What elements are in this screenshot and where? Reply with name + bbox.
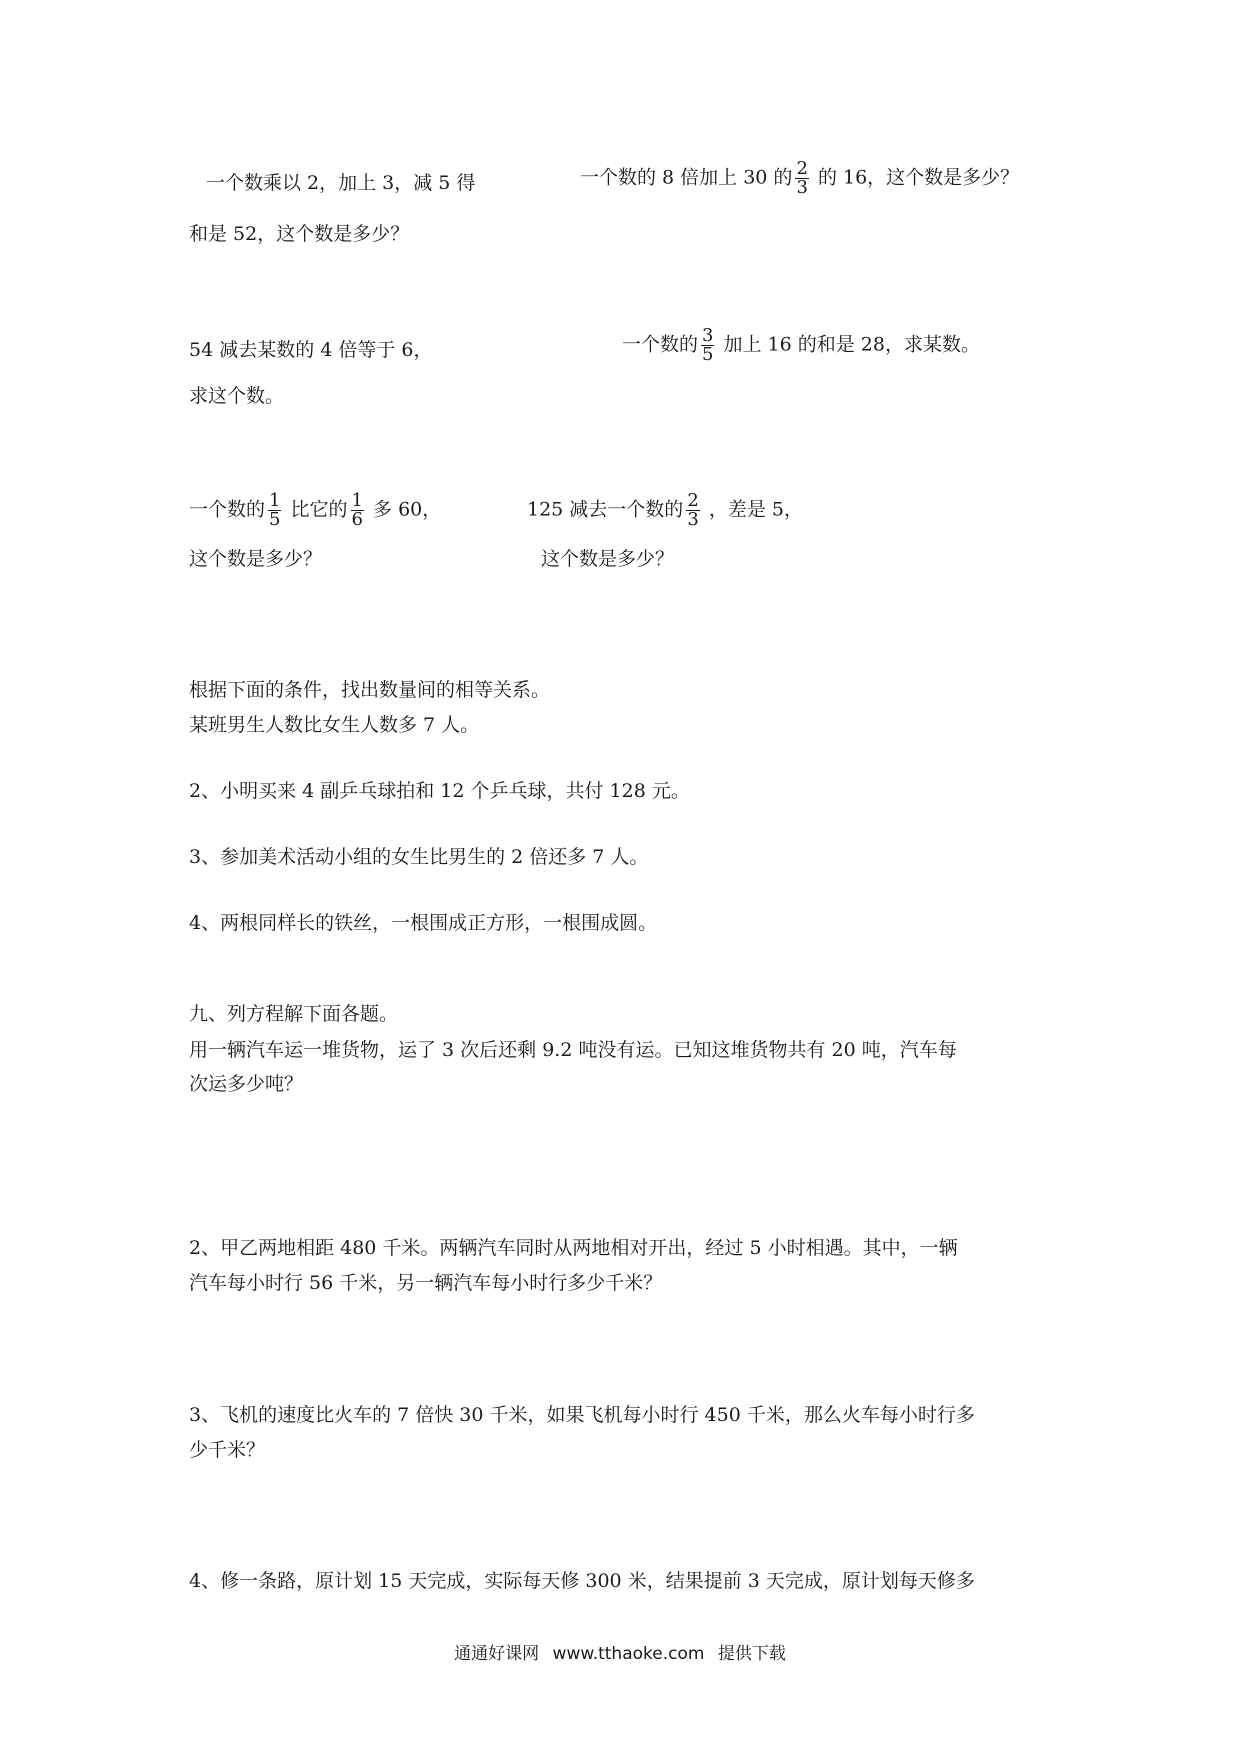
relations-item-3: 3、参加美术活动小组的女生比男生的 2 倍还多 7 人。 bbox=[189, 846, 649, 868]
equation-question-4-line-1: 4、修一条路，原计划 15 天完成，实际每天修 300 米，结果提前 3 天完成，原计划每天修多 bbox=[189, 1570, 975, 1592]
equation-question-3-line-2: 少千米？ bbox=[189, 1439, 266, 1461]
equation-question-2-line-1: 2、甲乙两地相距 480 千米。两辆汽车同时从两地相对开出，经过 5 小时相遇。其中，一辆 bbox=[189, 1237, 958, 1259]
page-footer bbox=[0, 1639, 1240, 1664]
problem-5-text-mid: 比它的 bbox=[290, 498, 348, 521]
problem-3-line-2: 求这个数。 bbox=[189, 385, 285, 407]
footer-suffix: 提供下载 bbox=[717, 1644, 786, 1664]
fraction-one-fifth bbox=[268, 492, 281, 529]
fraction-numerator: 1 bbox=[269, 490, 281, 511]
fraction-two-thirds bbox=[795, 160, 808, 197]
problem-6-line-2: 这个数是多少？ bbox=[541, 548, 675, 570]
fraction-numerator: 2 bbox=[796, 158, 808, 179]
fraction-denominator: 3 bbox=[687, 509, 699, 530]
equation-question-1-line-1: 用一辆汽车运一堆货物，运了 3 次后还剩 9.2 吨没有运。已知这堆货物共有 20 吨，汽车每 bbox=[189, 1039, 957, 1061]
problem-6-text-after: ，差是 5， bbox=[708, 498, 803, 521]
equation-question-2-line-2: 汽车每小时行 56 千米，另一辆汽车每小时行多少千米？ bbox=[189, 1272, 663, 1294]
problem-4-text-before: 一个数的 bbox=[622, 333, 699, 356]
footer-url-link[interactable]: www.tthaoke.com bbox=[552, 1644, 705, 1664]
fraction-two-thirds bbox=[686, 492, 699, 529]
problem-1-line-2: 和是 52，这个数是多少？ bbox=[189, 223, 410, 245]
problem-5-text-before: 一个数的 bbox=[189, 498, 266, 521]
fraction-denominator: 3 bbox=[796, 177, 808, 198]
relations-heading: 根据下面的条件，找出数量间的相等关系。 bbox=[189, 679, 551, 701]
problem-3-line-1: 54 减去某数的 4 倍等于 6， bbox=[189, 339, 433, 361]
fraction-numerator: 1 bbox=[351, 490, 363, 511]
problem-2-text-after: 的 16，这个数是多少？ bbox=[817, 166, 1020, 189]
problem-2 bbox=[580, 160, 1019, 197]
fraction-one-sixth bbox=[351, 492, 364, 529]
equation-question-3-line-1: 3、飞机的速度比火车的 7 倍快 30 千米，如果飞机每小时行 450 千米，那么火车每小时行多 bbox=[189, 1404, 975, 1426]
fraction-denominator: 5 bbox=[702, 344, 714, 365]
problem-5 bbox=[189, 492, 441, 529]
problem-5-text-after: 多 60， bbox=[373, 498, 442, 521]
fraction-three-fifths bbox=[701, 327, 714, 364]
problem-5-line-2: 这个数是多少？ bbox=[189, 548, 323, 570]
problem-2-text-before: 一个数的 8 倍加上 30 的 bbox=[580, 166, 793, 189]
problem-1-line-1: 一个数乘以 2，加上 3，减 5 得 bbox=[206, 172, 476, 194]
footer-site-name: 通通好课网 bbox=[454, 1644, 540, 1664]
problem-4 bbox=[622, 327, 980, 364]
relations-item-1: 某班男生人数比女生人数多 7 人。 bbox=[189, 714, 480, 736]
problem-6 bbox=[527, 492, 803, 529]
equation-question-1-line-2: 次运多少吨？ bbox=[189, 1073, 304, 1095]
fraction-denominator: 5 bbox=[269, 509, 281, 530]
problem-4-text-after: 加上 16 的和是 28，求某数。 bbox=[723, 333, 980, 356]
problem-6-text-before: 125 减去一个数的 bbox=[527, 498, 684, 521]
relations-item-4: 4、两根同样长的铁丝，一根围成正方形，一根围成圆。 bbox=[189, 912, 658, 934]
equations-heading: 九、列方程解下面各题。 bbox=[189, 1003, 399, 1025]
fraction-numerator: 3 bbox=[702, 325, 714, 346]
relations-item-2: 2、小明买来 4 副乒乓球拍和 12 个乒乓球，共付 128 元。 bbox=[189, 780, 690, 802]
fraction-denominator: 6 bbox=[351, 509, 363, 530]
fraction-numerator: 2 bbox=[687, 490, 699, 511]
